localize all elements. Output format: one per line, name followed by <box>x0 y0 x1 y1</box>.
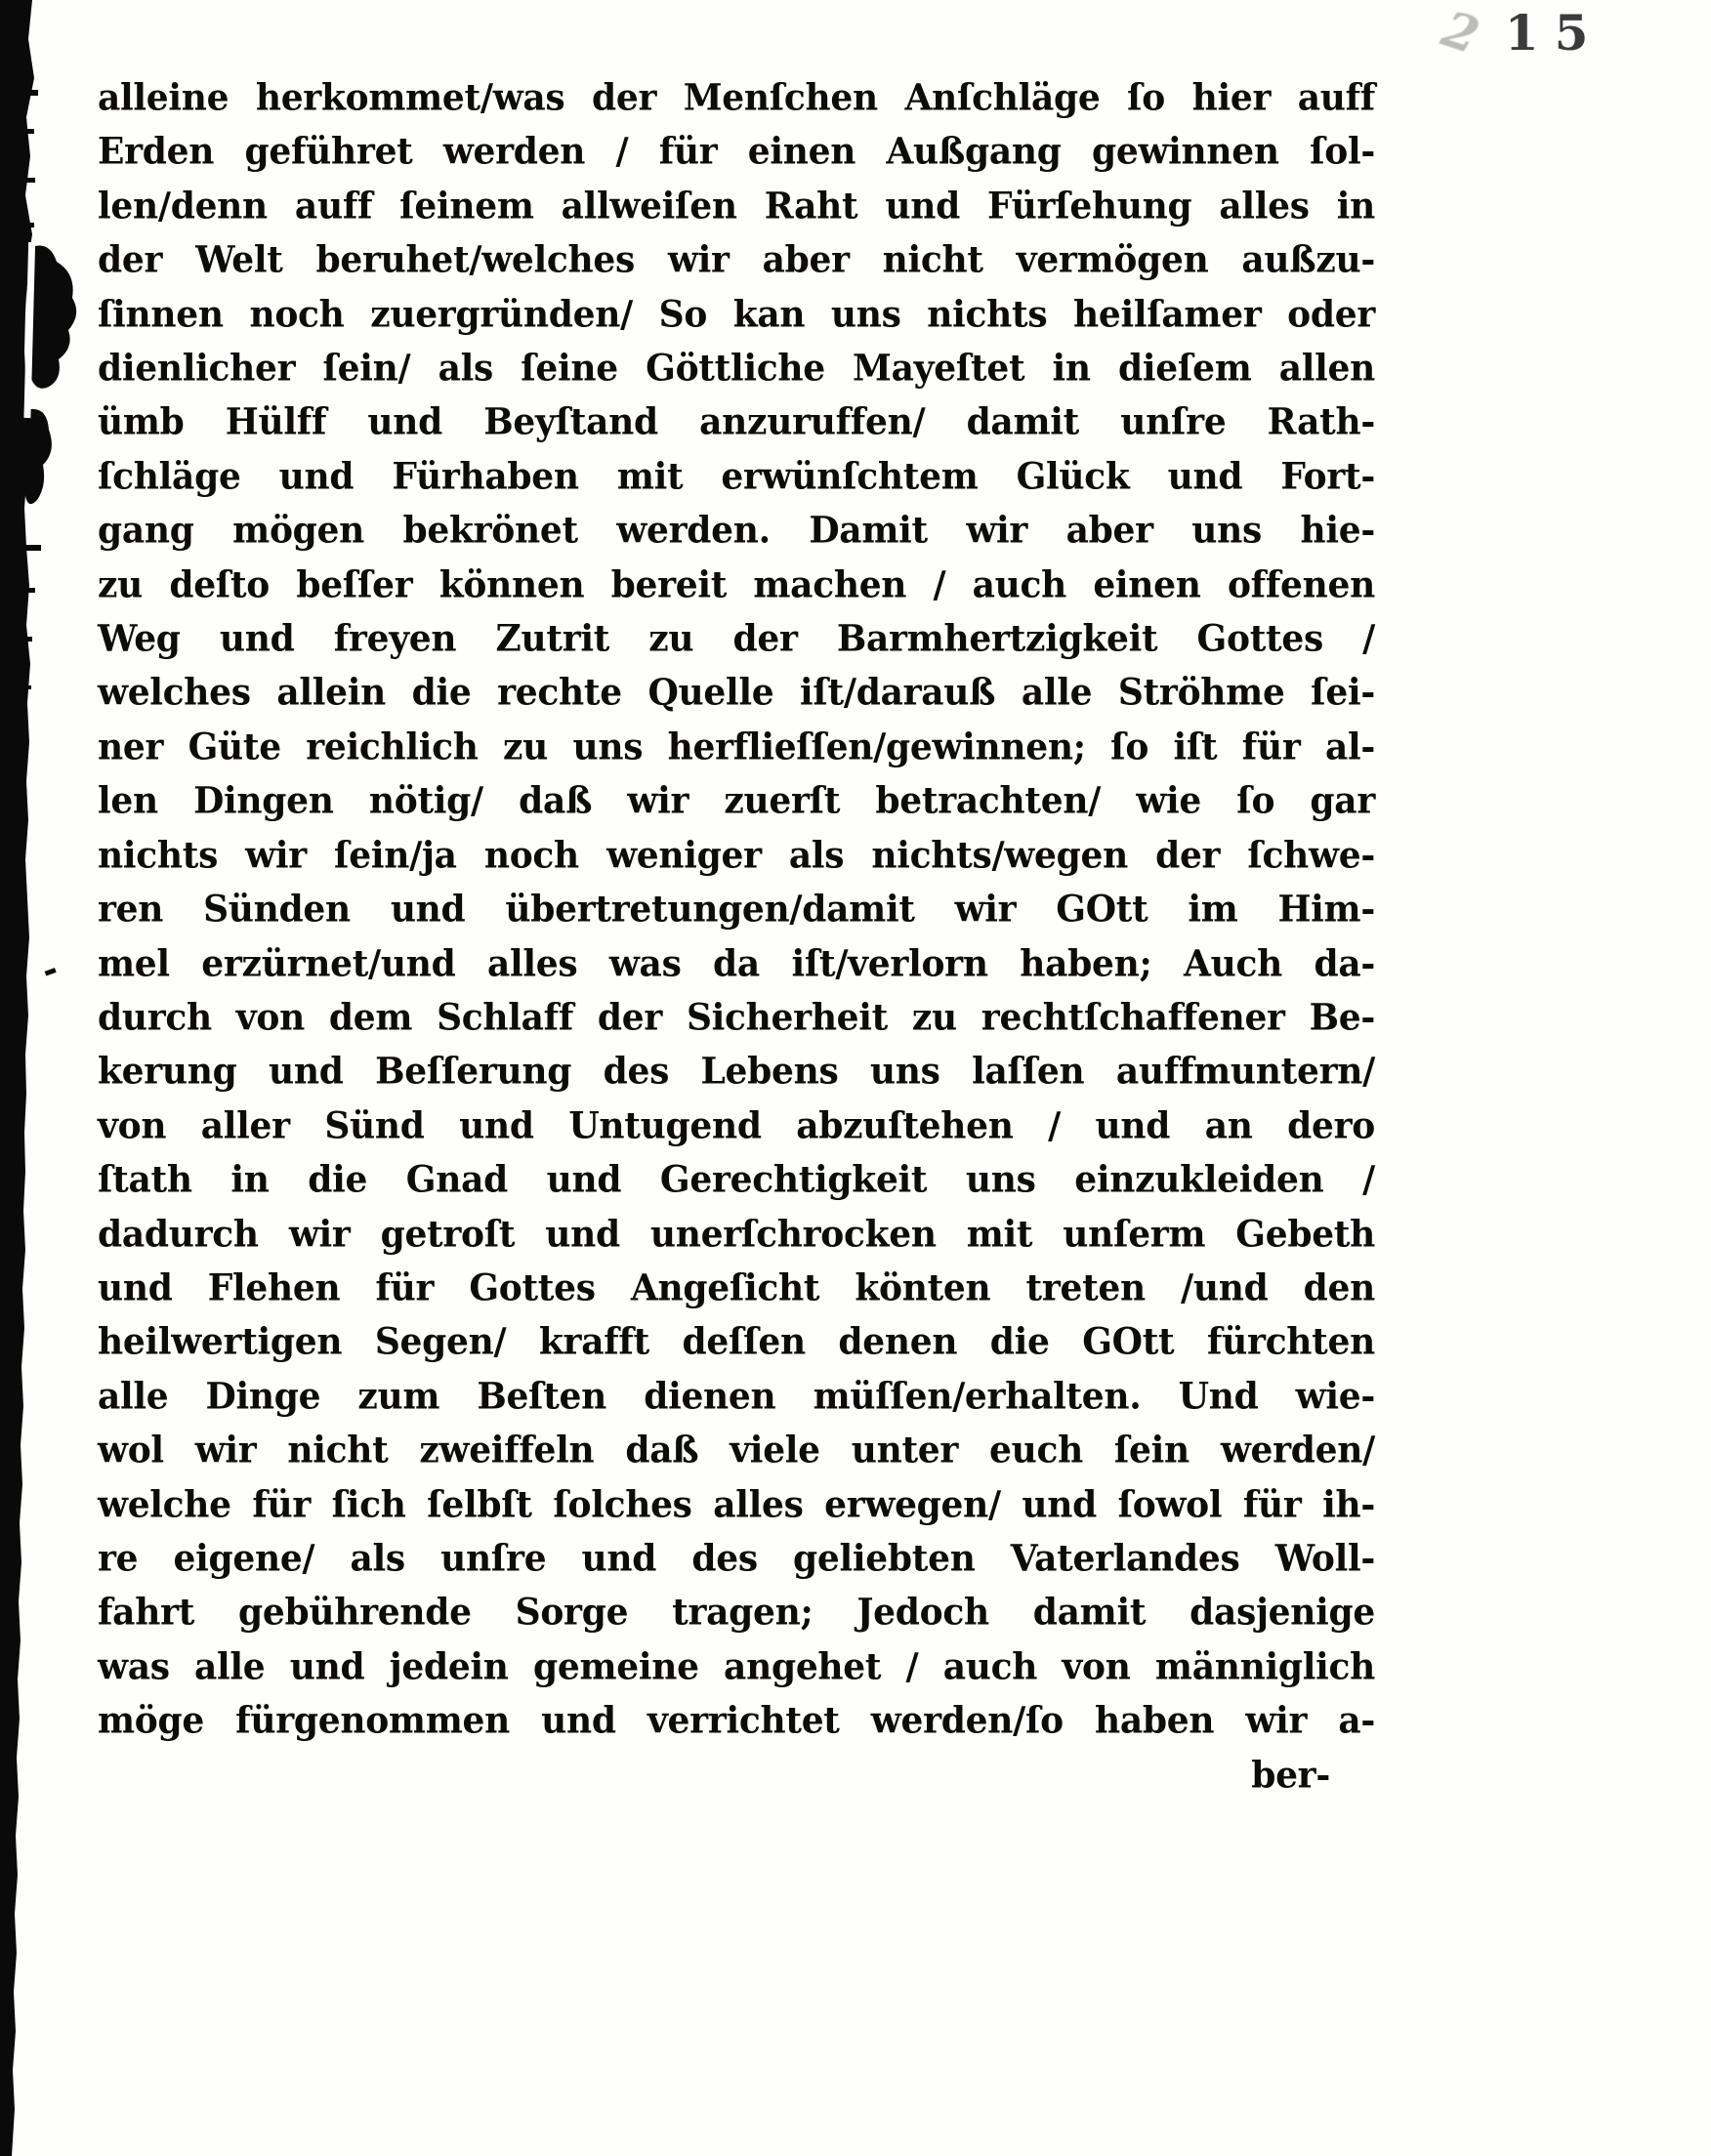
scan-edge-artifact <box>0 0 98 2156</box>
text-line: und Flehen für Gottes Angeſicht könten treten /und den <box>98 1266 1375 1309</box>
text-line: ſtath in die Gnad und Gerechtigkeit uns einzukleiden / <box>98 1158 1375 1202</box>
text-line: fahrt gebührende Sorge tragen; Jedoch damit dasjenige <box>98 1591 1375 1635</box>
text-line: ümb Hülff und Beyſtand anzuruffen/ damit unſre Rath- <box>98 400 1375 444</box>
page-number-smudge: 2 <box>1429 1 1493 64</box>
page-number: 2 15 <box>1429 1 1605 64</box>
text-line: der Welt beruhet/welches wir aber nicht vermögen außzu- <box>98 238 1375 282</box>
text-lines <box>98 70 1375 1748</box>
text-line: mel erzürnet/und alles was da iſt/verlorn haben; Auch da- <box>98 941 1375 985</box>
text-line: ſinnen noch zuergründen/ So kan uns nichts heilſamer oder <box>98 292 1375 336</box>
catchword: ber- <box>1251 1753 1330 1797</box>
text-line: was alle und jedein gemeine angehet / auch von männiglich <box>98 1645 1375 1688</box>
text-line: Erden geführet werden / für einen Außgang gewinnen ſol- <box>98 130 1375 174</box>
text-line: möge fürgenommen und verrichtet werden/ſo haben wir a- <box>98 1699 1375 1743</box>
text-line: gang mögen bekrönet werden. Damit wir aber uns hie- <box>98 509 1375 553</box>
text-line: Weg und freyen Zutrit zu der Barmhertzigkeit Gottes / <box>98 617 1375 660</box>
text-line: ner Güte reichlich zu uns herflieſſen/gewinnen; ſo iſt für al- <box>98 726 1375 768</box>
text-block <box>98 70 1375 1802</box>
text-line: heilwertigen Segen/ krafft deſſen denen die GOtt fürchten <box>98 1320 1375 1364</box>
text-line: zu deſto beſſer können bereit machen / auch einen offenen <box>98 562 1375 606</box>
text-line: len/denn auff ſeinem allweiſen Raht und Fürſehung alles in <box>98 185 1375 228</box>
text-line: re eigene/ als unſre und des geliebten Vaterlandes Woll- <box>98 1537 1375 1580</box>
text-line: von aller Sünd und Untugend abzuſtehen / und an dero <box>98 1103 1375 1147</box>
text-line: durch von dem Schlaff der Sicherheit zu rechtſchaffener Be- <box>98 996 1375 1039</box>
text-line: alle Dinge zum Beſten dienen müſſen/erhalten. Und wie- <box>98 1374 1375 1418</box>
text-line: ſchläge und Fürhaben mit erwünſchtem Glück und Fort- <box>98 455 1375 498</box>
text-line: alleine herkommet/was der Menſchen Anſchläge ſo hier auff <box>98 76 1375 119</box>
text-line: dienlicher ſein/ als ſeine Göttliche Mayeſtet in dieſem allen <box>98 347 1375 390</box>
text-line: welche für ſich ſelbſt ſolches alles erwegen/ und ſowol für ih- <box>98 1482 1375 1526</box>
text-line: nichts wir ſein/ja noch weniger als nichts/wegen der ſchwe- <box>98 833 1375 877</box>
text-line: dadurch wir getroſt und unerſchrocken mit unſerm Gebeth <box>98 1212 1375 1256</box>
text-line: wol wir nicht zweiffeln daß viele unter euch ſein werden/ <box>98 1429 1375 1472</box>
text-line: len Dingen nötig/ daß wir zuerſt betrachten/ wie ſo gar <box>98 779 1375 823</box>
text-line: ren Sünden und übertretungen/damit wir GOtt im Him- <box>98 888 1375 932</box>
text-line: kerung und Beſſerung des Lebens uns laſſen auffmuntern/ <box>98 1050 1375 1094</box>
text-line: welches allein die rechte Quelle iſt/darauß alle Ströhme ſei- <box>98 671 1375 715</box>
